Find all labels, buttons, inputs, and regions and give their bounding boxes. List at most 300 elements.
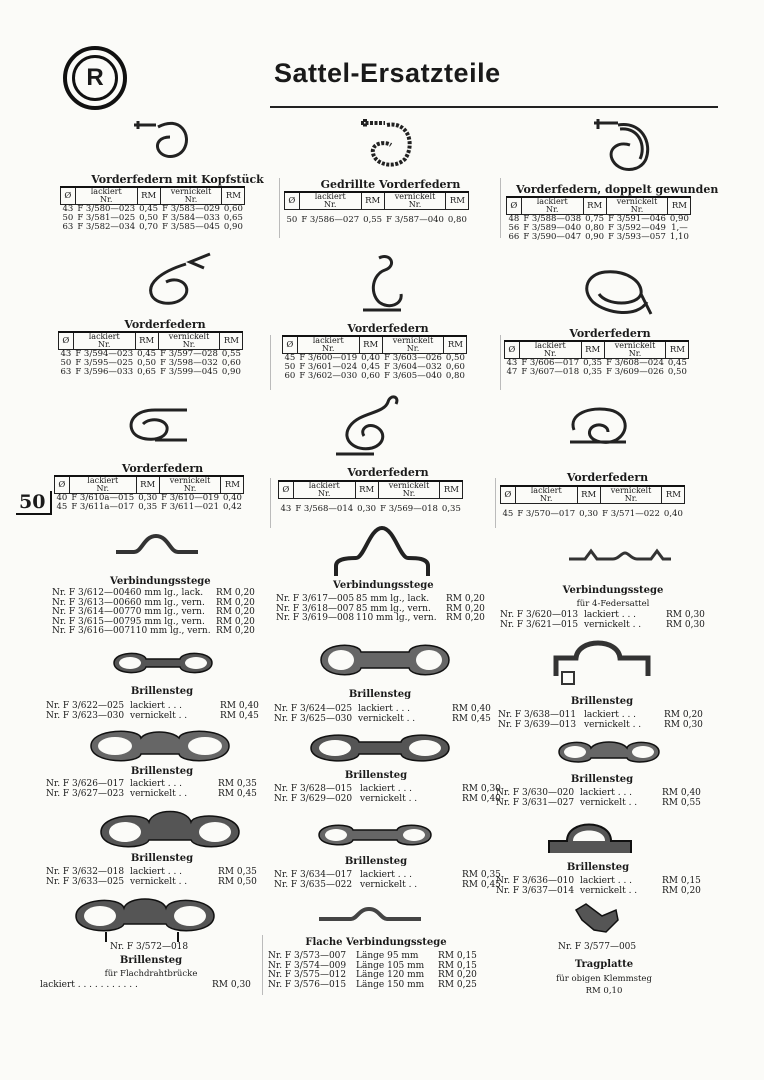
front-spring-illustration — [560, 400, 640, 460]
section-subtitle: für Flachdrahtbrücke — [104, 969, 198, 979]
table-cell: RM 0,30 — [666, 610, 705, 620]
price-list — [496, 789, 701, 808]
table-row — [507, 233, 691, 242]
table-cell: RM 0,40 — [462, 793, 501, 804]
table-cell: RM — [577, 486, 600, 504]
front-spring-illustration — [355, 248, 415, 318]
table-cell: RM — [666, 341, 689, 359]
section-title: Brillensteg — [130, 766, 194, 777]
table-cell: F 3/588—038 — [523, 214, 582, 224]
table-cell: vernickelt . . — [360, 793, 418, 804]
list-item — [498, 721, 703, 731]
spring-section-title: Vorderfedern — [124, 318, 206, 331]
table-row — [61, 223, 245, 232]
table-cell: F 3/606—017 — [521, 358, 580, 368]
table-cell: 0,65 — [137, 367, 157, 377]
section-title: Brillensteg — [130, 853, 194, 864]
table-cell: Ø — [55, 476, 70, 494]
table-cell: lackiert . . . — [130, 779, 183, 789]
table-cell: 1,10 — [669, 232, 689, 242]
spring-section-title: Vorderfedern — [566, 471, 649, 484]
table-cell: 110 mm lg., vern. — [356, 613, 437, 624]
table-cell: Nr. — [545, 205, 559, 214]
table-cell: Nr. F 3/617—005 — [276, 594, 355, 604]
table-cell: Nr. F 3/638—011 — [498, 710, 577, 720]
table-cell: Nr. F 3/636—010 — [496, 876, 575, 886]
table-cell: F 3/597—028 — [160, 349, 218, 359]
price-list — [46, 868, 257, 887]
table-cell: 0,45 — [361, 362, 381, 372]
table-cell: Nr. F 3/635—022 — [274, 879, 353, 890]
table-cell: Nr. F 3/612—004 — [52, 588, 131, 598]
table-cell: 50 — [62, 213, 74, 223]
spring-table — [284, 191, 469, 232]
front-spring-illustration — [125, 400, 195, 450]
list-item — [496, 887, 701, 897]
table-cell: 45 — [284, 353, 296, 363]
table-cell: Nr. F 3/576—015 — [268, 979, 347, 990]
table-cell: 0,60 — [221, 358, 241, 368]
section-title: Brillensteg — [344, 856, 408, 867]
spectacle-bridge-illustration — [108, 645, 218, 681]
section-title: Brillensteg — [570, 696, 634, 707]
table-cell: 47 — [506, 367, 518, 377]
table-cell: F 3/585—045 — [162, 222, 220, 232]
list-item — [274, 881, 501, 891]
table-cell: F 3/609—026 — [606, 367, 664, 377]
col-vern: vernickelt — [170, 187, 212, 196]
table-cell: F 3/601—024 — [299, 362, 358, 372]
column-divider — [262, 935, 263, 995]
table-cell: 0,35 — [441, 504, 461, 515]
table-cell: Nr. F 3/613—006 — [52, 597, 131, 608]
table-cell: Nr. — [321, 344, 335, 353]
table-cell: F 3/598—032 — [160, 358, 218, 368]
table-cell: Nr. F 3/631—027 — [496, 797, 575, 808]
table-cell: RM 0,20 — [438, 970, 477, 981]
title-rule — [270, 106, 718, 108]
table-cell: lackiert — [536, 197, 568, 206]
table-cell: RM — [440, 481, 463, 499]
table-cell: RM — [221, 476, 244, 494]
table-cell: RM 0,20 — [446, 613, 485, 624]
table-cell: Nr. F 3/620—013 — [500, 610, 579, 620]
table-cell: Nr. — [408, 200, 422, 209]
table-cell: Nr. — [630, 205, 644, 214]
table-cell: RM 0,35 — [218, 867, 257, 877]
table-cell: lackiert — [530, 486, 562, 495]
table-row — [283, 372, 467, 381]
list-item — [274, 715, 491, 725]
table-cell: vernickelt . . — [130, 876, 188, 887]
table-cell: RM 0,35 — [462, 870, 501, 880]
spectacle-bridge-illustration — [85, 722, 235, 767]
spectacle-bridge-illustration — [548, 628, 658, 693]
clamp-bridge-illustration — [545, 815, 635, 860]
table-cell: 0,40 — [663, 509, 683, 520]
spring-table — [58, 331, 243, 377]
table-cell: 0,50 — [139, 213, 159, 223]
table-cell: 0,60 — [445, 362, 465, 372]
price-list — [498, 711, 703, 730]
table-cell: 0,90 — [669, 214, 689, 224]
table-cell: vernickelt . . — [584, 719, 642, 730]
spring-with-head-illustration — [130, 115, 200, 165]
table-cell: 85 mm lg., vern. — [356, 603, 431, 614]
flat-bridge-illustration — [315, 905, 425, 925]
table-cell: Nr. — [182, 340, 196, 349]
table-cell: F 3/580—023 — [77, 204, 136, 214]
table-cell: F 3/583—029 — [162, 204, 220, 214]
rj-logo — [63, 46, 127, 110]
table-cell: 0,50 — [137, 358, 157, 368]
table-cell: 0,80 — [585, 223, 605, 233]
table-cell: Nr. — [317, 489, 331, 498]
column-divider — [270, 478, 271, 528]
table-cell: 0,65 — [223, 213, 243, 223]
column-divider — [279, 178, 280, 238]
table-row — [285, 210, 469, 232]
table-cell: lackiert — [314, 192, 346, 201]
table-cell: F 3/611—021 — [161, 502, 219, 512]
table-cell: RM — [662, 486, 685, 504]
section-title: Brillensteg — [130, 686, 194, 697]
table-cell: RM 0,25 — [438, 979, 477, 990]
table-cell: lackiert . . . — [360, 784, 413, 794]
table-cell: 0,45 — [667, 358, 687, 368]
table-cell: Nr. F 3/637—014 — [496, 885, 575, 896]
table-cell: 0,50 — [667, 367, 687, 377]
table-cell: 60 — [284, 371, 296, 381]
table-cell: RM — [220, 332, 243, 350]
table-cell: 0,55 — [221, 349, 241, 359]
price-list — [274, 871, 501, 890]
spring-table — [504, 340, 689, 377]
table-cell: Nr. F 3/618—007 — [276, 603, 355, 614]
table-cell: vernickelt . . — [580, 797, 638, 808]
table-cell: RM 0,20 — [446, 603, 485, 614]
table-cell: Nr. F 3/630—020 — [496, 788, 575, 798]
table-cell: vernickelt — [388, 481, 430, 490]
table-cell: Nr. F 3/621—015 — [500, 619, 579, 630]
table-cell: vernickelt . . — [130, 788, 188, 799]
table-cell: Nr. F 3/627—023 — [46, 788, 125, 799]
table-cell: F 3/607—018 — [521, 367, 580, 377]
table-cell: Nr. — [539, 494, 553, 503]
table-cell: Nr. F 3/629—020 — [274, 793, 353, 804]
table-cell: Ø — [507, 197, 522, 215]
list-item — [52, 627, 255, 637]
list-item — [276, 614, 485, 624]
column-divider — [495, 478, 496, 528]
table-cell: RM 0,40 — [662, 788, 701, 798]
table-cell: RM 0,20 — [216, 588, 255, 598]
spring-section-title: Vorderfedern — [569, 327, 651, 340]
table-cell: Ø — [59, 332, 74, 350]
spring-table — [500, 485, 685, 526]
column-divider — [500, 335, 501, 390]
spectacle-bridge-illustration — [95, 800, 245, 855]
spring-section-title: Vorderfedern — [347, 466, 429, 479]
table-cell: 0,80 — [445, 371, 465, 381]
table-cell: 70 mm lg., vern. — [130, 607, 205, 618]
table-cell: lackiert . . . — [584, 610, 637, 620]
table-cell: Nr. — [183, 484, 197, 493]
table-cell: Nr. F 3/632—018 — [46, 867, 125, 877]
table-cell: Nr. F 3/573—007 — [268, 951, 347, 961]
spring-table — [60, 186, 245, 232]
table-cell: Nr. F 3/619—008 — [276, 613, 355, 624]
section-title: Brillensteg — [566, 862, 630, 873]
table-cell: RM 0,45 — [220, 710, 259, 721]
table-cell: Nr. F 3/614—007 — [52, 607, 131, 618]
table-cell: F 3/586—027 — [301, 215, 360, 226]
col-nr: Nr. — [99, 195, 113, 204]
table-cell: Nr. F 3/628—015 — [274, 784, 353, 794]
spectacle-bridge-illustration — [305, 728, 455, 770]
table-cell: Nr. F 3/639—013 — [498, 719, 577, 730]
table-cell: Nr. — [96, 484, 110, 493]
section-title: Tragplatte — [574, 959, 634, 970]
table-cell: vernickelt . . — [580, 885, 638, 896]
table-cell: 43 — [280, 504, 292, 515]
table-cell: RM 0,20 — [216, 597, 255, 608]
table-cell: Nr. F 3/574—009 — [268, 960, 347, 971]
table-cell: 0,45 — [139, 204, 159, 214]
price-list — [274, 705, 491, 724]
table-cell: 0,60 — [223, 204, 243, 214]
section-title: Brillensteg — [344, 770, 408, 781]
connecting-bridge-illustration — [565, 545, 675, 570]
table-cell: vernickelt . . — [130, 710, 188, 721]
table-cell: Nr. F 3/634—017 — [274, 870, 353, 880]
spectacle-bridge-illustration — [315, 818, 435, 852]
col-rm: RM — [222, 187, 245, 205]
table-cell: lackiert . . . . . . . . . . . — [40, 980, 138, 990]
column-divider — [270, 335, 271, 390]
table-cell: vernickelt — [392, 336, 434, 345]
section-title: Brillensteg — [570, 774, 634, 785]
table-cell: 60 mm lg., vern. — [130, 597, 205, 608]
table-cell: 63 — [62, 222, 74, 232]
table-cell: RM 0,45 — [462, 879, 501, 890]
table-cell: 45 — [56, 502, 68, 512]
table-cell: 0,30 — [579, 509, 599, 520]
table-cell: 43 — [506, 358, 518, 368]
table-cell: RM — [136, 476, 159, 494]
table-cell: 0,40 — [361, 353, 381, 363]
table-cell: F 3/611a—017 — [71, 502, 135, 512]
table-cell: Nr. — [402, 489, 416, 498]
spring-section-title: Vorderfedern — [121, 462, 204, 475]
table-cell: Nr. F 3/622—025 — [46, 701, 125, 711]
table-cell: 0,42 — [222, 502, 242, 512]
table-cell: F 3/605—040 — [384, 371, 442, 381]
double-wound-spring-illustration — [590, 115, 660, 180]
table-cell: RM 0,45 — [452, 713, 491, 724]
table-cell: Länge 150 mm — [356, 979, 425, 990]
table-cell: Ø — [505, 341, 520, 359]
table-cell: lackiert — [534, 341, 566, 350]
table-cell: F 3/599—045 — [160, 367, 218, 377]
spectacle-bridge-illustration — [315, 632, 455, 687]
table-cell: 60 mm lg., lack. — [130, 588, 204, 598]
part-number: Nr. F 3/572—018 — [110, 942, 189, 952]
table-cell: vernickelt . . — [358, 713, 416, 724]
table-cell: Nr. F 3/625—030 — [274, 713, 353, 724]
connecting-bridge-illustration — [330, 522, 435, 582]
table-cell: vernickelt — [394, 192, 436, 201]
table-cell: 43 — [62, 204, 74, 214]
table-cell: F 3/592—049 — [608, 223, 666, 233]
table-cell: RM — [361, 192, 384, 210]
section-title: Verbindungsstege — [562, 585, 664, 596]
table-cell: vernickelt . . — [360, 879, 418, 890]
page-number: 50 — [16, 491, 52, 515]
table-cell: Länge 120 mm — [356, 970, 425, 981]
table-cell: RM — [135, 332, 158, 350]
spring-section-title: Gedrillte Vorderfedern — [320, 178, 461, 191]
table-cell: Nr. F 3/633—025 — [46, 876, 125, 887]
table-cell: 0,45 — [137, 349, 157, 359]
table-cell: Nr. F 3/615—007 — [52, 616, 131, 627]
table-cell: Nr. F 3/616—007 — [52, 626, 131, 637]
support-plate-illustration — [572, 900, 622, 938]
table-cell: RM 0,30 — [664, 719, 703, 730]
table-cell: RM — [668, 197, 691, 215]
table-cell: F 3/591—046 — [608, 214, 666, 224]
table-cell: RM 0,20 — [216, 616, 255, 627]
col-diam: Ø — [61, 187, 76, 205]
table-cell: F 3/595—025 — [75, 358, 134, 368]
section-title: Flache Verbindungsstege — [305, 937, 447, 948]
price-list — [46, 780, 257, 799]
price-list — [276, 595, 485, 624]
table-cell: lackiert . . . — [358, 704, 411, 714]
price: RM 0,10 — [585, 986, 623, 996]
table-row — [501, 504, 685, 526]
table-cell: 48 — [508, 214, 520, 224]
table-cell: F 3/603—026 — [384, 353, 442, 363]
list-item — [268, 981, 477, 991]
spectacle-bridge-illustration — [70, 888, 220, 946]
table-cell: RM 0,55 — [662, 797, 701, 808]
table-row — [55, 503, 244, 512]
table-cell: RM 0,30 — [462, 784, 501, 794]
price-list — [274, 785, 501, 804]
spring-table — [506, 196, 691, 242]
front-spring-illustration — [140, 248, 220, 313]
col-rm: RM — [137, 187, 160, 205]
table-cell: 85 mm lg., lack. — [356, 594, 430, 604]
table-cell: Nr. — [628, 349, 642, 358]
list-item — [46, 712, 259, 722]
table-cell: F 3/569—018 — [380, 504, 438, 515]
table-row — [279, 499, 463, 521]
table-cell: F 3/570—017 — [517, 509, 576, 520]
table-row — [505, 368, 689, 377]
table-cell: RM — [359, 336, 382, 354]
table-cell: Nr. — [406, 344, 420, 353]
table-cell: 43 — [60, 349, 72, 359]
table-cell: 0,35 — [583, 367, 603, 377]
table-cell: vernickelt — [169, 476, 211, 485]
table-cell: F 3/568—014 — [295, 504, 354, 515]
table-cell: Nr. F 3/626—017 — [46, 779, 125, 789]
table-cell: Länge 95 mm — [356, 951, 419, 961]
table-cell: 0,50 — [445, 353, 465, 363]
section-title: Brillensteg — [348, 689, 412, 700]
table-cell: RM 0,40 — [452, 704, 491, 714]
table-cell: 0,90 — [223, 222, 243, 232]
table-cell: 110 mm lg., vern. — [130, 626, 211, 637]
table-cell: 0,55 — [363, 215, 383, 226]
table-cell: F 3/581—025 — [77, 213, 136, 223]
table-cell: RM 0,20 — [662, 885, 701, 896]
table-cell: Ø — [279, 481, 294, 499]
table-cell: 0,75 — [585, 214, 605, 224]
table-cell: RM — [581, 341, 604, 359]
section-subtitle: für 4-Federsattel — [576, 599, 650, 609]
table-cell: 56 — [508, 223, 520, 233]
table-cell: lackiert . . . — [360, 870, 413, 880]
table-cell: RM — [446, 192, 469, 210]
table-cell: Länge 105 mm — [356, 960, 425, 971]
table-cell: 95 mm lg., vern. — [130, 616, 205, 627]
section-title: Verbindungsstege — [110, 576, 211, 587]
table-cell: F 3/589—040 — [523, 223, 582, 233]
table-cell: lackiert — [88, 332, 120, 341]
table-cell: RM 0,30 — [666, 619, 705, 630]
table-cell: F 3/584—033 — [162, 213, 220, 223]
table-cell: lackiert — [308, 481, 340, 490]
table-cell: F 3/593—057 — [608, 232, 666, 242]
list-item — [46, 878, 257, 888]
table-cell: 0,90 — [221, 367, 241, 377]
table-cell: 0,35 — [138, 502, 158, 512]
table-cell: RM 0,20 — [446, 594, 485, 604]
table-cell: F 3/608—024 — [606, 358, 664, 368]
table-cell: RM — [444, 336, 467, 354]
table-cell: RM — [583, 197, 606, 215]
table-cell: RM — [355, 481, 378, 499]
table-cell: Nr. — [543, 349, 557, 358]
table-cell: vernickelt . . — [584, 619, 642, 630]
table-cell: F 3/610—019 — [161, 493, 219, 503]
col-nr: Nr. — [184, 195, 198, 204]
table-cell: 0,90 — [585, 232, 605, 242]
table-cell: F 3/571—022 — [602, 509, 660, 520]
table-cell: RM 0,45 — [218, 788, 257, 799]
connecting-bridge-illustration — [112, 530, 202, 560]
table-cell: Ø — [501, 486, 516, 504]
spring-table — [282, 335, 467, 381]
spectacle-bridge-illustration — [555, 736, 665, 768]
table-cell: 50 — [284, 362, 296, 372]
spring-table — [54, 475, 244, 512]
table-cell: RM 0,15 — [662, 876, 701, 886]
price-list — [268, 952, 477, 990]
spring-section-title: Vorderfedern, doppelt gewunden — [516, 183, 719, 196]
price-list — [46, 702, 259, 721]
table-cell: 45 — [502, 509, 514, 520]
table-cell: 50 — [60, 358, 72, 368]
table-cell: F 3/602—030 — [299, 371, 358, 381]
table-cell: 40 — [56, 493, 68, 503]
table-cell: 66 — [508, 232, 520, 242]
table-cell: 50 — [286, 215, 298, 226]
table-cell: vernickelt — [610, 486, 652, 495]
